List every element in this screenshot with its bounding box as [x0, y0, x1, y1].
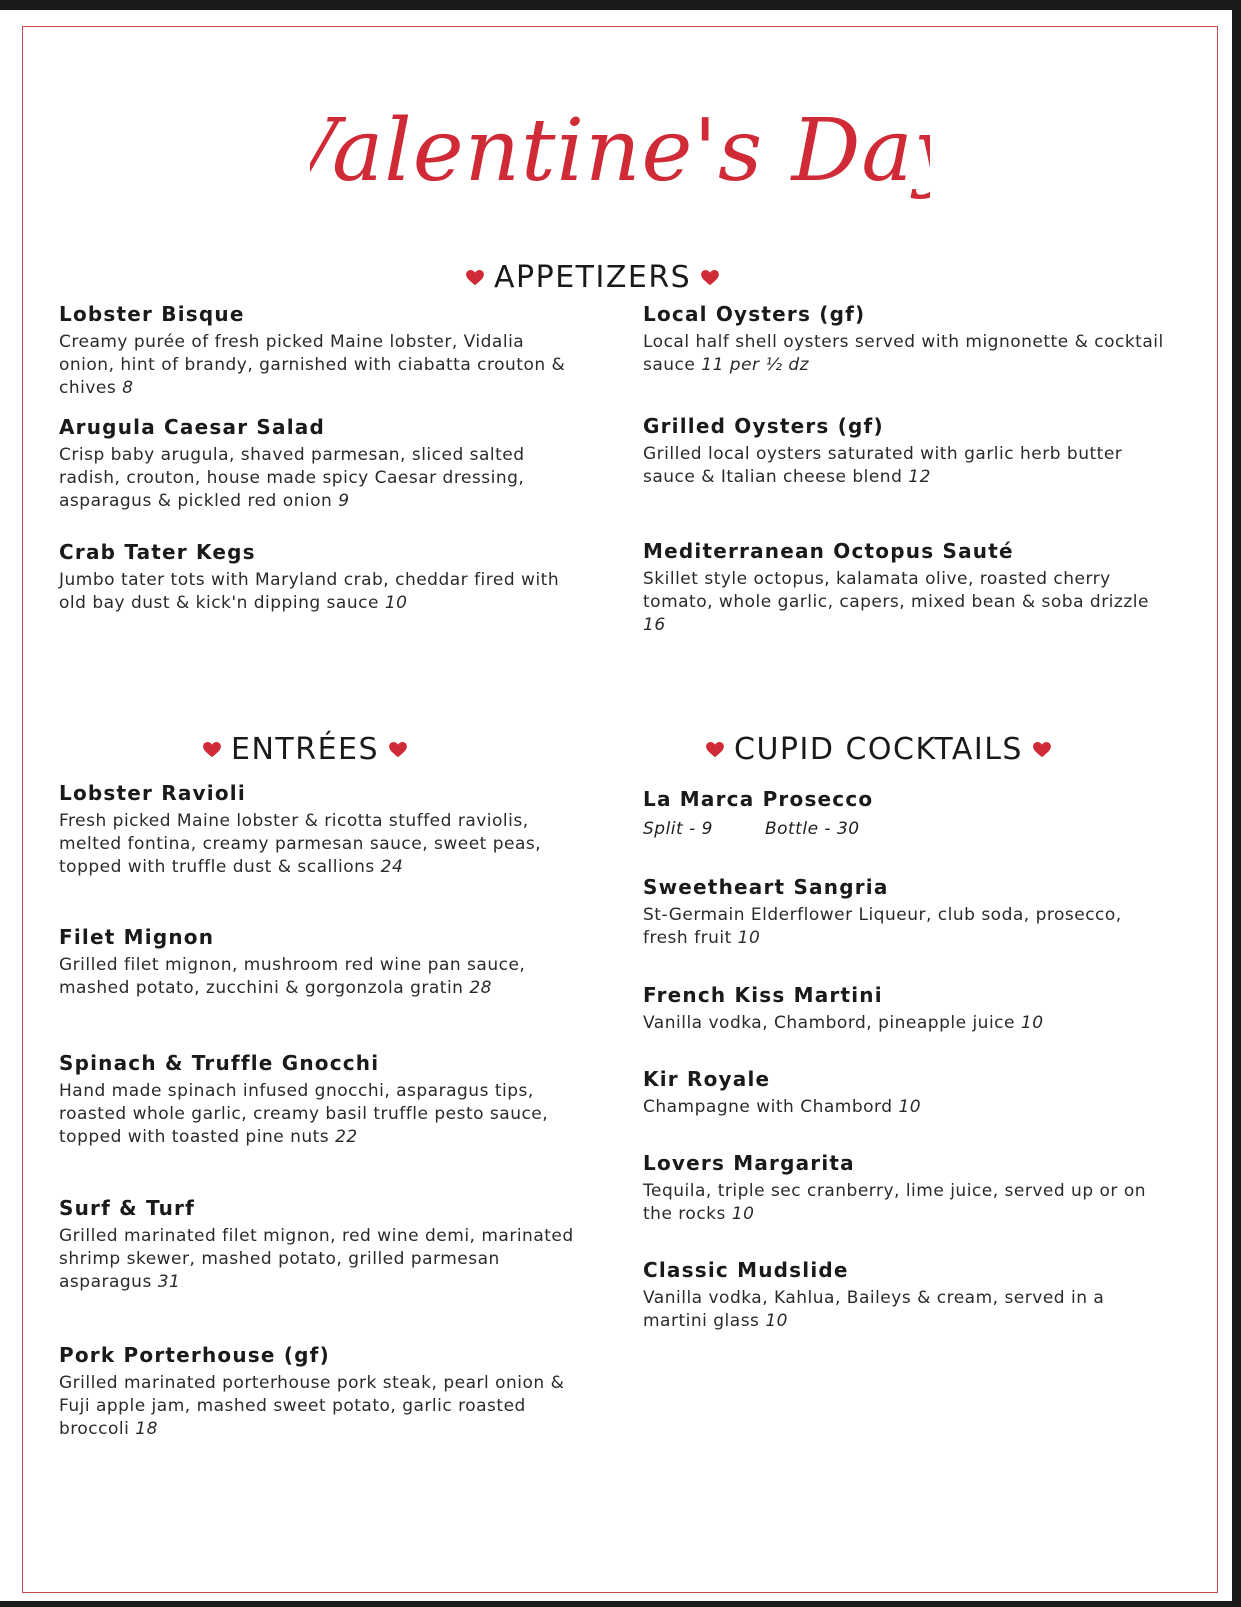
item-price: 10 [765, 1311, 788, 1331]
entrees-heading-text: ENTRÉES [231, 732, 380, 767]
item-price: 8 [122, 378, 134, 398]
item-price: 9 [338, 491, 350, 511]
menu-item [59, 1343, 584, 1441]
heart-icon [1033, 742, 1051, 758]
heart-icon [389, 742, 407, 758]
menu-item [643, 414, 1168, 489]
menu-item [59, 781, 584, 879]
menu-item [643, 1067, 1168, 1119]
item-description: Fresh picked Maine lobster & ricotta stuffed raviolis, melted fontina, creamy parmesan sauce, sweet peas, topped with truffle dust & scallions 24 [59, 811, 542, 877]
entrees-heading [203, 732, 407, 767]
item-description: Tequila, triple sec cranberry, lime juice, served up or on the rocks 10 [643, 1181, 1146, 1224]
heart-icon [203, 742, 221, 758]
item-name: Crab Tater Kegs [59, 540, 256, 564]
item-price: 11 per ½ dz [701, 355, 810, 375]
menu-item [643, 1258, 1168, 1333]
menu-item [643, 983, 1168, 1035]
cocktails-heading-text: CUPID COCKTAILS [734, 732, 1023, 767]
item-description: Vanilla vodka, Kahlua, Baileys & cream, served in a martini glass 10 [643, 1288, 1105, 1331]
item-price: 10 [737, 928, 761, 948]
item-name: Sweetheart Sangria [643, 875, 889, 899]
item-name: Classic Mudslide [643, 1258, 849, 1282]
item-price: 10 [898, 1097, 922, 1117]
menu-page [0, 10, 1232, 1601]
item-name: Kir Royale [643, 1067, 771, 1091]
menu-item [59, 540, 584, 615]
item-description: St-Germain Elderflower Liqueur, club soda, prosecco, fresh fruit 10 [643, 905, 1122, 948]
menu-item [643, 875, 1168, 950]
appetizers-heading [466, 260, 719, 295]
item-price: 10 [1020, 1013, 1044, 1033]
item-price: 18 [135, 1419, 158, 1439]
cocktails-heading [706, 732, 1051, 767]
item-price: 22 [335, 1127, 358, 1147]
bottle-price: Bottle - 30 [764, 819, 860, 839]
item-name: Mediterranean Octopus Sauté [643, 539, 1014, 563]
split-price: Split - 9 [643, 819, 713, 839]
item-description: Grilled filet mignon, mushroom red wine pan sauce, mashed potato, zucchini & gorgonzola gratin 28 [59, 955, 526, 998]
item-price: 10 [731, 1204, 755, 1224]
item-price: 31 [157, 1272, 181, 1292]
heart-icon [706, 742, 724, 758]
heart-icon [466, 270, 484, 286]
item-name: Lovers Margarita [643, 1151, 855, 1175]
item-description: Skillet style octopus, kalamata olive, roasted cherry tomato, whole garlic, capers, mixed bean & soba drizzle 16 [643, 569, 1149, 635]
item-name: Lobster Ravioli [59, 781, 246, 805]
item-description: Creamy purée of fresh picked Maine lobster, Vidalia onion, hint of brandy, garnished with ciabatta crouton & chives 8 [59, 332, 566, 398]
menu-title-text: Valentine's Day [310, 101, 930, 201]
item-description: Grilled marinated filet mignon, red wine demi, marinated shrimp skewer, mashed potato, grilled parmesan asparagus 31 [59, 1226, 574, 1292]
menu-item [643, 539, 1168, 637]
item-name: Surf & Turf [59, 1196, 196, 1220]
item-name: Grilled Oysters (gf) [643, 414, 884, 438]
item-name: Pork Porterhouse (gf) [59, 1343, 330, 1367]
menu-title [310, 80, 930, 230]
item-name: Lobster Bisque [59, 302, 245, 326]
item-description: Hand made spinach infused gnocchi, asparagus tips, roasted whole garlic, creamy basil truffle pesto sauce, topped with toasted pine nuts 22 [59, 1081, 549, 1147]
item-description: Jumbo tater tots with Maryland crab, cheddar fired with old bay dust & kick'n dipping sauce 10 [59, 570, 560, 613]
menu-item [59, 1051, 584, 1149]
menu-item [59, 302, 584, 400]
item-description: Champagne with Chambord 10 [643, 1097, 922, 1117]
item-price: 24 [380, 857, 404, 877]
menu-item [59, 925, 584, 1000]
appetizers-heading-text: APPETIZERS [494, 260, 692, 295]
item-description: Vanilla vodka, Chambord, pineapple juice 10 [643, 1013, 1044, 1033]
heart-icon [701, 270, 719, 286]
menu-item [59, 415, 584, 513]
item-price: 12 [908, 467, 931, 487]
item-variants [643, 819, 1168, 839]
item-description: Crisp baby arugula, shaved parmesan, sliced salted radish, crouton, house made spicy Caesar dressing, asparagus & pickled red onion 9 [59, 445, 525, 511]
item-name: Local Oysters (gf) [643, 302, 866, 326]
menu-item [643, 787, 1168, 839]
menu-item [59, 1196, 584, 1294]
menu-item [643, 1151, 1168, 1226]
item-name: Filet Mignon [59, 925, 215, 949]
item-description: Local half shell oysters served with mignonette & cocktail sauce 11 per ½ dz [643, 332, 1164, 375]
item-name: French Kiss Martini [643, 983, 883, 1007]
item-name: Spinach & Truffle Gnocchi [59, 1051, 380, 1075]
item-description: Grilled marinated porterhouse pork steak, pearl onion & Fuji apple jam, mashed sweet potato, garlic roasted broccoli 18 [59, 1373, 565, 1439]
item-price: 10 [384, 593, 408, 613]
item-name: Arugula Caesar Salad [59, 415, 325, 439]
item-description: Grilled local oysters saturated with garlic herb butter sauce & Italian cheese blend 12 [643, 444, 1123, 487]
menu-item [643, 302, 1168, 377]
item-price: 16 [643, 615, 666, 635]
item-price: 28 [469, 978, 492, 998]
item-name: La Marca Prosecco [643, 787, 874, 811]
